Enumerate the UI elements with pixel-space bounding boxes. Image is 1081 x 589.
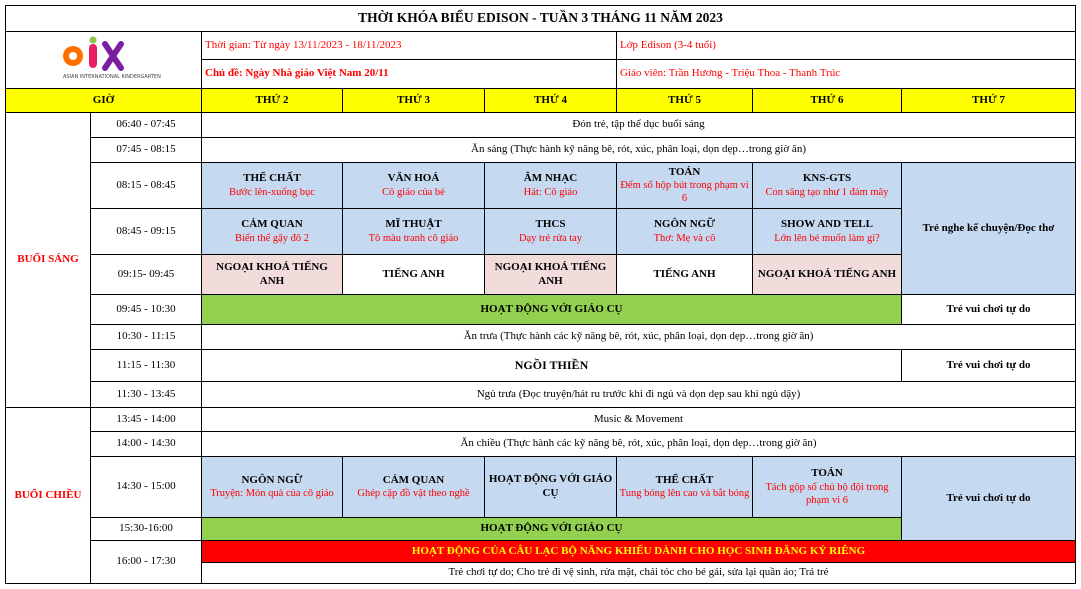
class-cell — [342, 456, 485, 518]
class-cell — [752, 162, 902, 209]
activity-welcome: Đón trẻ, tập thể dục buổi sáng — [201, 112, 1076, 138]
class-title: NGÔN NGỮ — [241, 473, 303, 486]
english-cell: TIẾNG ANH — [616, 254, 753, 295]
saturday-free: Trẻ vui chơi tự do — [901, 349, 1076, 382]
class-cell — [484, 162, 617, 209]
class-cell — [201, 208, 343, 255]
english-cell: NGOẠI KHOÁ TIẾNG ANH — [752, 254, 902, 295]
saturday-story: Trẻ nghe kể chuyện/Đọc thơ — [901, 162, 1076, 295]
class-title: HOẠT ĐỘNG VỚI GIÁO CỤ — [488, 473, 613, 499]
class-title: KNS-GTS — [802, 172, 852, 185]
class-title: ÂM NHẠC — [523, 172, 578, 185]
time-slot: 06:40 - 07:45 — [90, 112, 202, 138]
class-title: CẢM QUAN — [241, 218, 303, 231]
english-cell: TIẾNG ANH — [342, 254, 485, 295]
column-header-day: THỨ 6 — [752, 88, 902, 113]
column-header-day: THỨ 4 — [484, 88, 617, 113]
column-header-day: THỨ 3 — [342, 88, 485, 113]
time-slot: 11:30 - 13:45 — [90, 381, 202, 408]
class-title: TOÁN — [668, 165, 701, 178]
activity-nap: Ngủ trưa (Đọc truyện/hát ru trước khi đi ngủ và dọn dẹp sau khi ngủ dậy) — [201, 381, 1076, 408]
time-slot: 16:00 - 17:30 — [90, 540, 202, 584]
class-title: THCS — [535, 218, 566, 231]
class-detail: Thơ: Mẹ và cô — [653, 232, 716, 244]
time-slot: 08:45 - 09:15 — [90, 208, 202, 255]
class-detail: Lớn lên bé muốn làm gì? — [774, 232, 880, 244]
english-cell: NGOẠI KHOÁ TIẾNG ANH — [201, 254, 343, 295]
class-title: VĂN HOÁ — [387, 172, 440, 185]
time-slot: 09:15- 09:45 — [90, 254, 202, 295]
time-slot: 15:30-16:00 — [90, 517, 202, 541]
class-cell — [484, 208, 617, 255]
column-header-day: THỨ 5 — [616, 88, 753, 113]
column-header-day: THỨ 7 — [901, 88, 1076, 113]
class-title: THỂ CHẤT — [655, 473, 714, 486]
page-title: THỜI KHÓA BIỂU EDISON - TUẦN 3 THÁNG 11 NĂM 2023 — [5, 5, 1076, 32]
activity-club: HOẠT ĐỘNG CỦA CÂU LẠC BỘ NĂNG KHIẾU DÀNH CHO HỌC SINH ĐĂNG KÝ RIÊNG — [201, 540, 1076, 563]
class-cell — [752, 456, 902, 518]
class-title: MĨ THUẬT — [385, 218, 442, 231]
class-detail: Cô giáo của bé — [382, 186, 445, 198]
activity-closing: Trẻ chơi tự do; Cho trẻ đi vệ sinh, rửa mặt, chải tóc cho bé gái, sửa lại quần áo; Trả trẻ — [201, 562, 1076, 584]
theme: Chủ đề: Ngày Nhà giáo Việt Nam 20/11 — [201, 59, 617, 89]
time-slot: 13:45 - 14:00 — [90, 407, 202, 432]
session-morning: BUỔI SÁNG — [5, 112, 91, 408]
class-cell — [484, 456, 617, 518]
time-slot: 09:45 - 10:30 — [90, 294, 202, 325]
teachers: Giáo viên: Trần Hương - Triệu Thoa - Thanh Trúc — [616, 59, 1076, 89]
class-cell — [342, 162, 485, 209]
class-cell — [616, 162, 753, 209]
activity-meditation: NGỒI THIỀN — [201, 349, 902, 382]
saturday-free: Trẻ vui chơi tự do — [901, 294, 1076, 325]
school-logo — [5, 31, 202, 89]
activity-tools: HOẠT ĐỘNG VỚI GIÁO CỤ — [201, 517, 902, 541]
class-detail: Truyện: Món quà của cô giáo — [210, 488, 334, 500]
session-afternoon: BUỔI CHIỀU — [5, 407, 91, 584]
column-header-time: GIỜ — [5, 88, 202, 113]
time-slot: 14:30 - 15:00 — [90, 456, 202, 518]
class-detail: Dạy trẻ rửa tay — [518, 232, 583, 244]
class-detail: Tung bóng lên cao và bắt bóng — [619, 488, 750, 500]
class-detail: Biến thể gậy đô 2 — [234, 232, 310, 244]
class-detail: Tách gộp số chủ bộ đội trong phạm vi 6 — [765, 481, 889, 506]
class-title: NGÔN NGỮ — [653, 218, 715, 231]
activity-snack: Ăn chiều (Thực hành các kỹ năng bê, rót, xúc, phân loại, dọn dẹp…trong giờ ăn) — [201, 431, 1076, 457]
class-detail: Tô màu tranh cô giáo — [368, 232, 459, 244]
class-detail: Hát: Cô giáo — [523, 186, 578, 198]
svg-text:ASIAN INTERNATIONAL KINDERGART: ASIAN INTERNATIONAL KINDERGARTEN — [62, 74, 161, 80]
class-detail: Đếm số hộp bút trong phạm vi 6 — [620, 180, 749, 205]
saturday-free: Trẻ vui chơi tự do — [901, 456, 1076, 541]
class-cell — [616, 208, 753, 255]
class-cell — [201, 162, 343, 209]
column-header-day: THỨ 2 — [201, 88, 343, 113]
activity-music: Music & Movement — [201, 407, 1076, 432]
class-title: CẢM QUAN — [382, 473, 445, 486]
class-cell — [752, 208, 902, 255]
class-detail: Ghép cặp đồ vật theo nghề — [357, 488, 470, 500]
activity-breakfast: Ăn sáng (Thực hành kỹ năng bê, rót, xúc, phân loại, dọn dẹp…trong giờ ăn) — [201, 137, 1076, 163]
activity-lunch: Ăn trưa (Thực hành các kỹ năng bê, rót, xúc, phân loại, dọn dẹp…trong giờ ăn) — [201, 324, 1076, 350]
class-detail: Bước lên-xuống bục — [229, 186, 315, 198]
class-cell — [201, 456, 343, 518]
time-slot: 14:00 - 14:30 — [90, 431, 202, 457]
time-slot: 07:45 - 08:15 — [90, 137, 202, 163]
class-detail: Con sâng tạo như 1 đám mây — [765, 186, 889, 198]
time-range: Thời gian: Từ ngày 13/11/2023 - 18/11/2023 — [201, 31, 617, 60]
class-title: THỂ CHẤT — [243, 172, 301, 185]
class-title: SHOW AND TELL — [781, 218, 873, 231]
english-cell: NGOẠI KHOÁ TIẾNG ANH — [484, 254, 617, 295]
time-slot: 08:15 - 08:45 — [90, 162, 202, 209]
class-name: Lớp Edison (3-4 tuổi) — [616, 31, 1076, 60]
time-slot: 10:30 - 11:15 — [90, 324, 202, 350]
class-cell — [616, 456, 753, 518]
class-title: TOÁN — [811, 467, 843, 479]
aik-logo-icon — [59, 36, 161, 84]
activity-tools: HOẠT ĐỘNG VỚI GIÁO CỤ — [201, 294, 902, 325]
class-cell — [342, 208, 485, 255]
time-slot: 11:15 - 11:30 — [90, 349, 202, 382]
